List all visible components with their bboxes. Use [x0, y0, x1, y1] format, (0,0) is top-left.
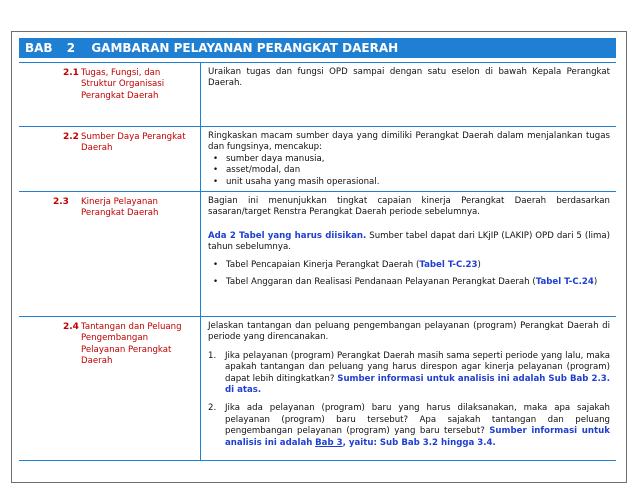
section-title: Tugas, Fungsi, dan Struktur Organisasi Perangkat Daerah: [81, 68, 165, 101]
section-row-2-2: [19, 126, 616, 191]
chapter-number: 2: [66, 41, 76, 55]
section-left-col: [19, 63, 201, 126]
section-title: Kinerja Pelayanan Perangkat Daerah: [81, 197, 159, 219]
bullet-icon: •: [213, 277, 219, 288]
section-title: Sumber Daya Perangkat Daerah: [81, 132, 186, 154]
source-info: Sumber informasi untuk analisis ini adalah: [225, 426, 610, 448]
table-reference: Tabel T-C.23: [419, 259, 478, 270]
section-description: Uraikan tugas dan fungsi OPD sampai dengan satu eselon di bawah Kepala Perangkat Daerah.: [208, 67, 610, 89]
list-item: 2. Jika ada pelayanan (program) baru yang harus dilaksanakan, maka apa sajakah pelayanan (program) baru tersebut? Apa sajakah tantangan dan peluang pengembangan pelayanan (program) yang baru tersebut? Sumber informasi untuk analisis ini adalah Bab 3, yaitu: Sub Bab 3.2 hingga 3.4.: [208, 403, 610, 448]
section-left-col: [19, 127, 201, 191]
section-number: 2.3: [53, 197, 69, 207]
section-title: Tantangan dan Peluang Pengembangan Pelayanan Perangkat Daerah: [81, 322, 182, 367]
source-info: Sumber informasi untuk analisis ini adalah Sub Bab 2.3. di atas.: [225, 373, 610, 396]
bullet-icon: •: [213, 165, 219, 176]
section-description: Bagian ini menunjukkan tingkat capaian kinerja Perangkat Daerah berdasarkan sasaran/target Renstra Perangkat Daerah periode sebelumnya.: [208, 196, 610, 218]
list-item: • Tabel Anggaran dan Realisasi Pendanaan Pelayanan Perangkat Daerah (Tabel T-C.24): [213, 277, 598, 288]
list-item: • unit usaha yang masih operasional.: [213, 176, 380, 187]
section-row-2-1: [19, 62, 616, 126]
section-row-2-4: [19, 316, 616, 460]
section-right-col: [201, 127, 616, 191]
section-row-2-3: [19, 191, 616, 316]
table-note: Ada 2 Tabel yang harus diisikan. Sumber tabel dapat dari LKjIP (LAKIP) OPD dari 5 (lima) tahun sebelumnya.: [208, 230, 610, 253]
table-bottom-border: [19, 460, 616, 461]
section-right-col: [201, 192, 616, 316]
list-item: • asset/modal, dan: [213, 165, 301, 176]
bullet-icon: •: [213, 259, 219, 270]
list-item: • sumber daya manusia,: [213, 153, 325, 164]
list-item: 1. Jika pelayanan (program) Perangkat Daerah masih sama seperti periode yang lalu, maka apakah tantangan dan peluang yang harus direspon agar kinerja pelayanan (program) dapat lebih ditingkatkan? Sumber informasi untuk analisis ini adalah Sub Bab 2.3. di atas.: [208, 350, 610, 396]
section-left-col: [19, 192, 201, 316]
list-item: • Tabel Pencapaian Kinerja Perangkat Daerah (Tabel T-C.23): [213, 259, 481, 270]
section-left-col: [19, 317, 201, 460]
section-right-col: [201, 63, 616, 126]
section-number: 2.2: [63, 132, 79, 142]
section-right-col: [201, 317, 616, 460]
chapter-link[interactable]: Bab 3: [315, 437, 343, 448]
chapter-header: [19, 38, 616, 58]
table-note-emphasis: Ada 2 Tabel yang harus diisikan.: [208, 230, 367, 241]
section-description: Jelaskan tantangan dan peluang pengembangan pelayanan (program) Perangkat Daerah di periode yang direncanakan.: [208, 321, 610, 343]
section-number: 2.4: [63, 322, 79, 332]
section-number: 2.1: [63, 68, 79, 78]
chapter-label: BAB: [25, 41, 53, 55]
section-description: Ringkaskan macam sumber daya yang dimiliki Perangkat Daerah dalam menjalankan tugas dan fungsinya, mencakup:: [208, 131, 610, 153]
bullet-icon: •: [213, 153, 219, 164]
table-reference: Tabel T-C.24: [535, 277, 594, 288]
chapter-title: GAMBARAN PELAYANAN PERANGKAT DAERAH: [91, 41, 399, 55]
bullet-icon: •: [213, 176, 219, 187]
